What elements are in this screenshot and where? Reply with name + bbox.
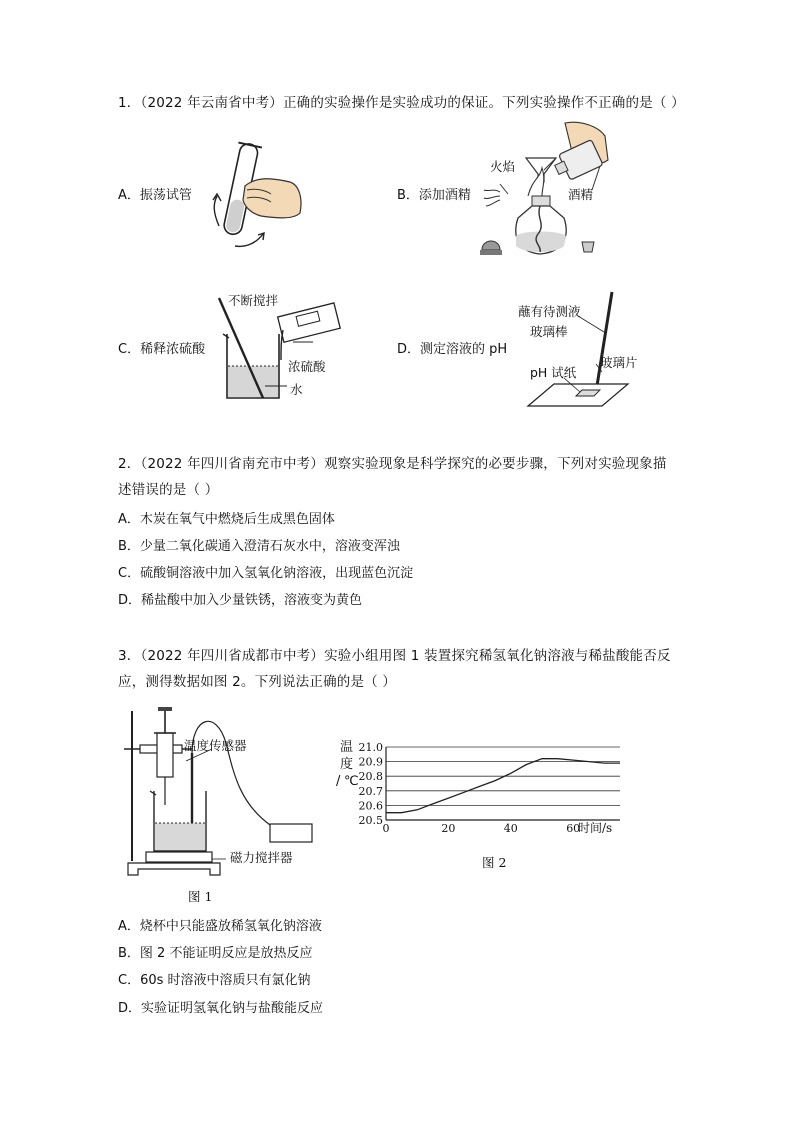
q3-option-c: C．60s 时溶液中溶质只有氯化钠	[118, 973, 311, 988]
temperature-time-chart	[330, 735, 630, 840]
q3-stem-line2: 应，测得数据如图 2。下列说法正确的是（ ）	[118, 674, 397, 690]
y-axis-title-char: ℃	[344, 774, 359, 789]
q2-option-a: A．木炭在氧气中燃烧后生成黑色固体	[118, 512, 335, 527]
ph-paper-label: pH 试纸	[530, 365, 577, 380]
shake-test-tube-illustration	[195, 138, 310, 253]
q1-option-a: A．振荡试管	[118, 188, 192, 203]
q3-option-d: D．实验证明氢氧化钠与盐酸能反应	[118, 1001, 324, 1016]
q3-option-a: A．烧杯中只能盛放稀氢氧化钠溶液	[118, 919, 322, 934]
q1-stem: 1．（2022 年云南省中考）正确的实验操作是实验成功的保证。下列实验操作不正确的是（ ）	[118, 95, 685, 111]
y-tick-label: 20.7	[358, 784, 383, 798]
magnetic-stirrer-label: 磁力搅拌器	[230, 850, 293, 865]
figure-2-caption: 图 2	[482, 855, 507, 870]
water-label: 水	[290, 382, 303, 397]
x-tick-label: 40	[503, 822, 518, 835]
x-tick-label: 60	[566, 822, 581, 835]
stir-label: 不断搅拌	[228, 293, 279, 308]
q2-stem-line2: 述错误的是（ ）	[118, 482, 219, 498]
x-tick-label: 0	[382, 822, 390, 835]
q1-option-c: C．稀释浓硫酸	[118, 342, 206, 357]
temperature-sensor-label: 温度传感器	[184, 738, 247, 753]
x-tick-label: 20	[441, 822, 456, 835]
temperature-series-line	[386, 759, 620, 813]
y-axis-title-char: 温	[340, 740, 354, 755]
q3-option-b: B．图 2 不能证明反应是放热反应	[118, 946, 313, 961]
x-axis-label: 时间/s	[578, 821, 613, 835]
q2-option-d: D．稀盐酸中加入少量铁锈，溶液变为黄色	[118, 593, 363, 608]
y-tick-label: 20.8	[358, 770, 383, 784]
y-axis-title-char: /	[336, 774, 341, 789]
flame-label: 火焰	[490, 159, 516, 174]
alcohol-label: 酒精	[568, 187, 594, 202]
q2-option-b: B．少量二氧化碳通入澄清石灰水中，溶液变浑浊	[118, 539, 400, 554]
y-axis-title	[336, 740, 359, 789]
y-tick-label: 20.9	[358, 755, 383, 769]
y-tick-label: 21.0	[358, 741, 383, 754]
dipped-liquid-label: 蘸有待测液	[518, 304, 581, 319]
y-tick-label: 20.6	[358, 799, 383, 813]
q1-option-b: B．添加酒精	[397, 188, 471, 203]
y-axis-title-char: 度	[340, 757, 354, 772]
add-alcohol-illustration	[470, 118, 620, 263]
glass-rod-label: 玻璃棒	[530, 324, 568, 339]
glass-plate-label: 玻璃片	[600, 355, 638, 370]
q2-stem-line1: 2．（2022 年四川省南充市中考）观察实验现象是科学探究的必要步骤，下列对实验现象描	[118, 456, 667, 472]
y-axis-label: 温度/℃	[330, 735, 334, 736]
q3-stem-line1: 3．（2022 年四川省成都市中考）实验小组用图 1 装置探究稀氢氧化钠溶液与稀盐酸能否反	[118, 648, 671, 664]
concentrated-acid-label: 浓硫酸	[288, 359, 326, 374]
q1-option-d: D．测定溶液的 pH	[397, 342, 508, 357]
q2-option-c: C．硫酸铜溶液中加入氢氧化钠溶液，出现蓝色沉淀	[118, 566, 414, 581]
figure-1-caption: 图 1	[188, 889, 213, 904]
y-tick-label: 20.5	[358, 814, 383, 827]
